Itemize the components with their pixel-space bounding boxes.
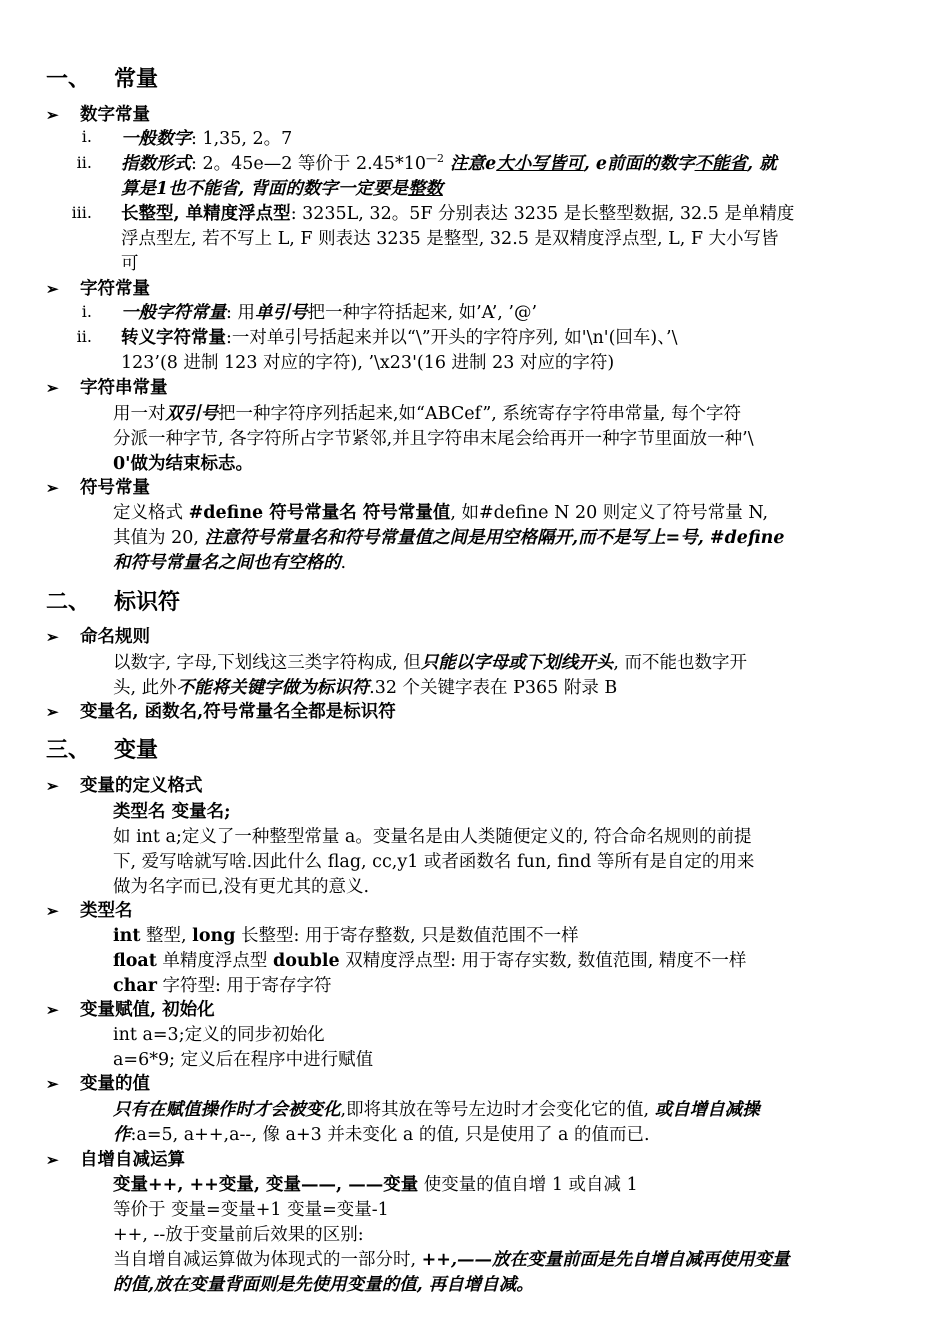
roman-numeral: ii.: [76, 327, 92, 346]
paragraph-line: 作:a=5, a++,a--, 像 a+3 并未变化 a 的值, 只是使用了 a 的值而已.: [113, 1125, 650, 1145]
bullet-label: 字符常量: [80, 279, 150, 299]
bullet-label: 命名规则: [80, 627, 150, 647]
bullet-label: 变量赋值, 初始化: [80, 1000, 215, 1020]
format-line: 类型名 变量名;: [113, 802, 231, 822]
paragraph-line: 当自增自减运算做为体现式的一部分时, ++,——放在变量前面是先自增自减再使用变量: [113, 1250, 790, 1270]
paragraph-line: char 字符型: 用于寄存字符: [113, 976, 332, 996]
bullet-label: 变量名, 函数名,符号常量名全都是标识符: [80, 702, 396, 722]
paragraph-line: 做为名字而已,没有更尤其的意义.: [113, 877, 370, 897]
paragraph-line: 用一对双引号把一种字符序列括起来,如“ABCef”, 系统寄存字符串常量, 每个字符: [113, 404, 742, 424]
bullet-label: 变量的定义格式: [80, 776, 203, 796]
list-item-continuation: 算是1也不能省, 背面的数字一定要是整数: [121, 179, 443, 199]
paragraph-line: int 整型, long 长整型: 用于寄存整数, 只是数值范围不一样: [113, 926, 579, 946]
roman-numeral: i.: [81, 127, 92, 146]
paragraph-line: 下, 爱写啥就写啥.因此什么 flag, cc,y1 或者函数名 fun, find 等所有是自定的用来: [113, 852, 755, 872]
section-title: 标识符: [114, 589, 181, 615]
bullet-label: 数字常量: [80, 105, 150, 125]
arrow-bullet-icon: ➢: [46, 628, 59, 646]
paragraph-line: 头, 此外不能将关键字做为标识符.32 个关键字表在 P365 附录 B: [113, 678, 618, 698]
arrow-bullet-icon: ➢: [46, 106, 59, 124]
bullet-heading: [46, 1146, 185, 1171]
bullet-heading: [46, 996, 215, 1021]
bullet-heading: [46, 772, 203, 797]
bullet-heading: [46, 275, 150, 300]
paragraph-line: 分派一种字节, 各字符所占字节紧邻,并且字符串末尾会给再开一种字节里面放一种’\: [113, 429, 754, 449]
arrow-bullet-icon: ➢: [46, 1075, 59, 1093]
roman-numeral: ii.: [76, 153, 92, 172]
paragraph-line: 定义格式 #define 符号常量名 符号常量值, 如#define N 20 则定义了符号常量 N,: [113, 503, 769, 523]
paragraph-line: 只有在赋值操作时才会被变化,即将其放在等号左边时才会变化它的值, 或自增自减操: [113, 1100, 760, 1120]
paragraph-line: a=6*9; 定义后在程序中进行赋值: [113, 1050, 374, 1070]
bullet-heading: [46, 101, 150, 126]
arrow-bullet-icon: ➢: [46, 1001, 59, 1019]
paragraph-line: 等价于 变量=变量+1 变量=变量-1: [113, 1200, 389, 1220]
paragraph-line: 0'做为结束标志。: [113, 454, 254, 474]
bullet-heading: [46, 374, 168, 399]
bullet-label: 类型名: [80, 901, 133, 921]
bullet-heading: [46, 1070, 150, 1095]
roman-numeral: iii.: [71, 203, 92, 222]
bullet-heading: [46, 897, 133, 922]
roman-numeral: i.: [81, 302, 92, 321]
section-heading: [46, 733, 158, 764]
section-number: 二、: [46, 589, 91, 615]
arrow-bullet-icon: ➢: [46, 479, 59, 497]
section-heading: [46, 585, 180, 616]
arrow-bullet-icon: ➢: [46, 1151, 59, 1169]
arrow-bullet-icon: ➢: [46, 379, 59, 397]
list-item: 一般字符常量: 用单引号把一种字符括起来, 如’A’, ’@’: [121, 303, 538, 323]
bullet-heading: [46, 474, 150, 499]
list-item: 长整型, 单精度浮点型: 3235L, 32。5F 分别表达 3235 是长整型数据, 32.5 是单精度: [121, 204, 795, 224]
bullet-label: 自增自减运算: [80, 1150, 185, 1170]
bullet-label: 变量的值: [80, 1074, 150, 1094]
list-item-continuation: 123’(8 进制 123 对应的字符), ’\x23'(16 进制 23 对应的字符): [121, 353, 615, 373]
section-number: 一、: [46, 66, 91, 92]
bullet-label: 符号常量: [80, 478, 150, 498]
paragraph-line: 变量++, ++变量, 变量——, ——变量 使变量的值自增 1 或自减 1: [113, 1175, 638, 1195]
paragraph-line: 的值,放在变量背面则是先使用变量的值, 再自增自减。: [113, 1275, 534, 1295]
list-item: 指数形式: 2。45e—2 等价于 $2.45*10^{—2}$ 注意e大小写皆可, e前面的数字不能省, 就: [121, 152, 777, 174]
arrow-bullet-icon: ➢: [46, 703, 59, 721]
paragraph-line: float 单精度浮点型 double 双精度浮点型: 用于寄存实数, 数值范围, 精度不一样: [113, 951, 747, 971]
list-item: 转义字符常量:一对单引号括起来并以“\”开头的字符序列, 如'\n'(回车)、’\: [121, 328, 678, 348]
paragraph-line: 以数字, 字母,下划线这三类字符构成, 但只能以字母或下划线开头, 而不能也数字开: [113, 653, 747, 673]
bullet-heading: [46, 623, 150, 648]
list-item-continuation: 可: [121, 254, 139, 274]
list-item: 一般数字: 1,35, 2。7: [121, 129, 293, 149]
paragraph-line: 如 int a;定义了一种整型常量 a。变量名是由人类随便定义的, 符合命名规则的前提: [113, 827, 752, 847]
arrow-bullet-icon: ➢: [46, 280, 59, 298]
section-heading: [46, 62, 158, 93]
paragraph-line: 其值为 20, 注意符号常量名和符号常量值之间是用空格隔开,而不是写上=号, #define: [113, 528, 785, 548]
bullet-label: 字符串常量: [80, 378, 168, 398]
list-item-continuation: 浮点型左, 若不写上 L, F 则表达 3235 是整型, 32.5 是双精度浮点型, L, F 大小写皆: [121, 229, 779, 249]
paragraph-line: 和符号常量名之间也有空格的.: [113, 553, 347, 573]
paragraph-line: int a=3;定义的同步初始化: [113, 1025, 325, 1045]
arrow-bullet-icon: ➢: [46, 902, 59, 920]
section-title: 变量: [114, 737, 159, 763]
bullet-heading: [46, 698, 396, 723]
section-number: 三、: [46, 737, 91, 763]
paragraph-line: ++, --放于变量前后效果的区别:: [113, 1225, 364, 1245]
arrow-bullet-icon: ➢: [46, 777, 59, 795]
section-title: 常量: [114, 66, 159, 92]
